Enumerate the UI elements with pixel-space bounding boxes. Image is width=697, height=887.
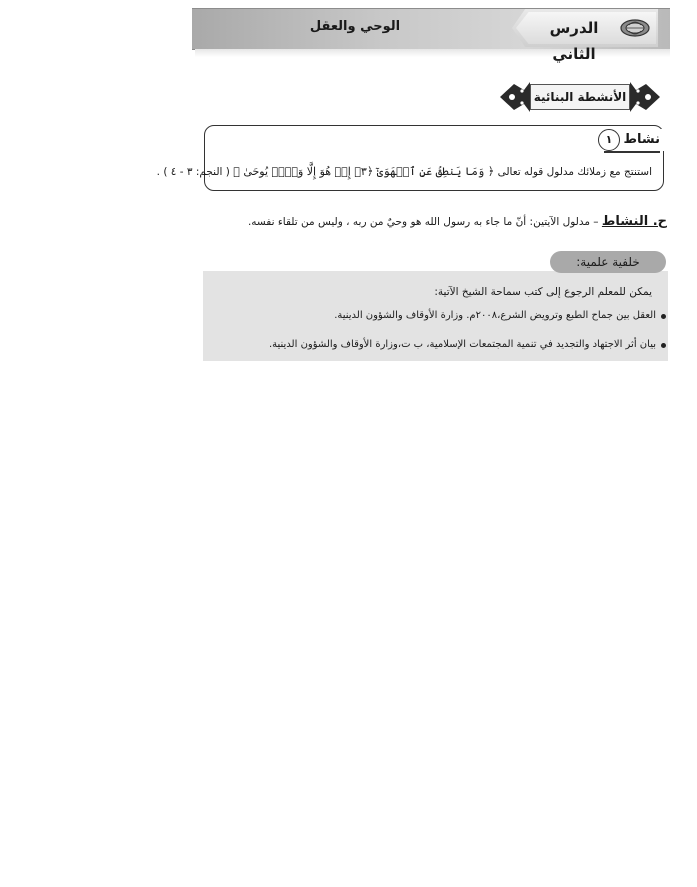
lesson-title: الوحي والعقل [309, 19, 401, 34]
activity-answer [215, 210, 667, 234]
quran-verse: ﴿ وَمَا يَنطِقُ عَنِ ٱلۡهَوَىٰٓ ﴿٣﴾ إِنۡ هُوَ إِلَّا وَحۡيٞ يُوحَىٰ ﴾ [233, 165, 495, 178]
verse-reference: ( النجم: ٣ - ٤ ) . [156, 166, 230, 178]
activity-label: نشاط [623, 132, 660, 147]
activity-prompt-text: استنتج مع زملائك مدلول قوله تعالى [497, 166, 652, 178]
bullet-icon [661, 343, 666, 348]
leaf-ornament-icon [619, 17, 651, 39]
activity-number: ١ [598, 129, 620, 151]
section-heading: الأنشطة البنائية [530, 84, 630, 110]
answer-text: – مدلول الآيتين: أنّ ما جاء به رسول الله هو وحيٌ من ربه ، وليس من تلقاء نفسه. [247, 216, 599, 228]
activity-underline [604, 151, 660, 153]
lesson-label: الدرس الثاني [549, 19, 599, 63]
reference-item: بيان أثر الاجتهاد والتجديد في تنمية المجتمعات الإسلامية، ب ت،وزارة الأوقاف والشؤون الدينية. [268, 339, 656, 350]
header-shadow [195, 49, 670, 57]
background-intro: يمكن للمعلم الرجوع إلى كتب سماحة الشيخ الآتية: [434, 286, 652, 298]
bullet-icon [661, 314, 666, 319]
activity-prompt [156, 161, 652, 183]
answer-key-label: ح. النشاط [601, 214, 667, 229]
reference-item: العقل بين جماح الطبع وترويض الشرع،٢٠٠٨م. وزارة الأوقاف والشؤون الدينية. [334, 310, 656, 321]
background-heading: خلفية علمية: [576, 255, 640, 269]
